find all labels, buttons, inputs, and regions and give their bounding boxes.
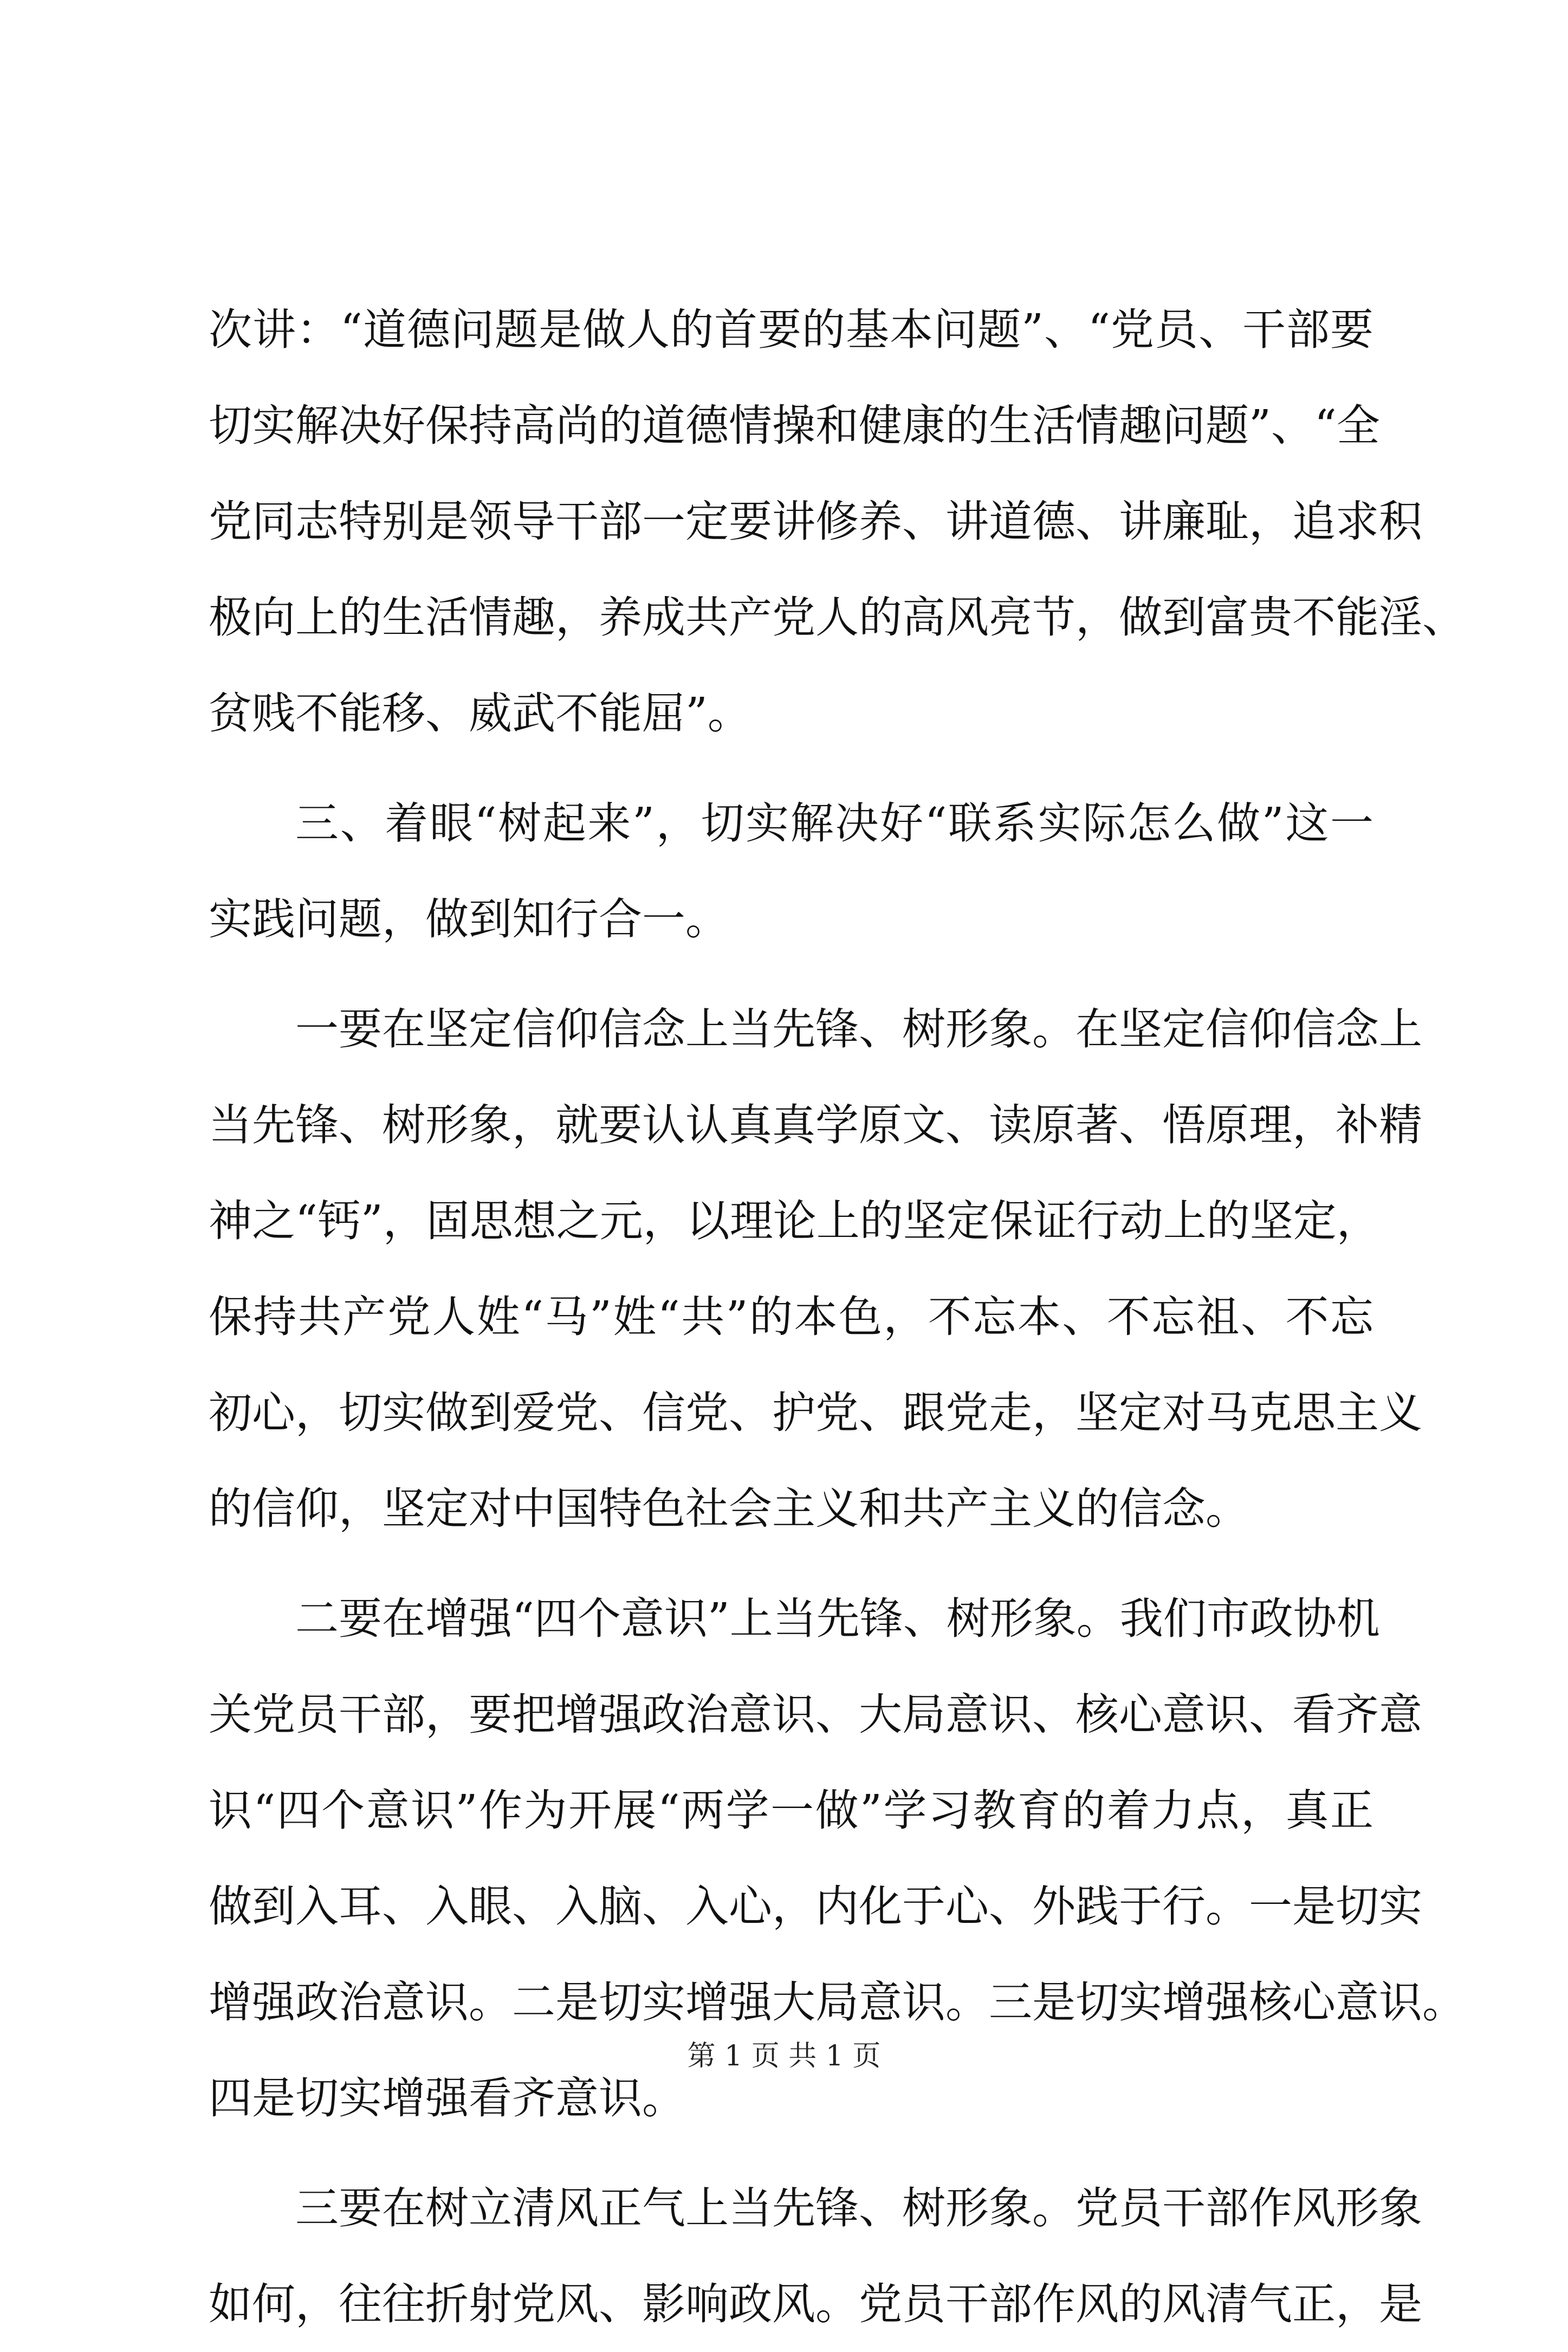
text-line: 当先锋、树形象，就要认认真真学原文、读原著、悟原理，补精 [209, 1100, 1422, 1150]
text-line: 神之“钙”，固思想之元，以理论上的坚定保证行动上的坚定， [209, 1196, 1380, 1246]
text-line: 党同志特别是领导干部一定要讲修养、讲道德、讲廉耻，追求积 [209, 496, 1422, 547]
text-line: 做到入耳、入眼、入脑、入心，内化于心、外践于行。一是切实 [209, 1881, 1422, 1932]
text-line: 增强政治意识。二是切实增强大局意识。三是切实增强核心意识。 [209, 1977, 1466, 2027]
text-line: 切实解决好保持高尚的道德情操和健康的生活情趣问题”、“全 [209, 400, 1380, 451]
text-line: 极向上的生活情趣，养成共产党人的高风亮节，做到富贵不能淫、 [209, 592, 1466, 643]
text-line: 识“四个意识”作为开展“两学一做”学习教育的着力点，真正 [209, 1785, 1373, 1836]
text-line: 二要在增强“四个意识”上当先锋、树形象。我们市政协机 [295, 1593, 1380, 1644]
paragraph-gap [209, 2146, 1373, 2160]
paragraph-gap [209, 967, 1373, 981]
text-line: 次讲：“道德问题是做人的首要的基本问题”、“党员、干部要 [209, 304, 1373, 355]
text-line: 初心，切实做到爱党、信党、护党、跟党走，坚定对马克思主义 [209, 1388, 1422, 1438]
page-footer [0, 2037, 1568, 2075]
text-line: 三要在树立清风正气上当先锋、树形象。党员干部作风形象 [295, 2183, 1422, 2233]
text-line: 一要在坚定信仰信念上当先锋、树形象。在坚定信仰信念上 [295, 1004, 1422, 1054]
paragraph-gap [209, 1557, 1373, 1571]
text-line: 四是切实增强看齐意识。 [209, 2073, 685, 2123]
text-line: 的信仰，坚定对中国特色社会主义和共产主义的信念。 [209, 1483, 1249, 1534]
text-line: 关党员干部，要把增强政治意识、大局意识、核心意识、看齐意 [209, 1689, 1422, 1740]
text-line: 实践问题，做到知行合一。 [209, 894, 729, 944]
text-line: 贫贱不能移、威武不能屈”。 [209, 688, 751, 738]
paragraph-gap [209, 761, 1373, 775]
text-line: 三、着眼“树起来”，切实解决好“联系实际怎么做”这一 [295, 798, 1373, 848]
text-line: 如何，往往折射党风、影响政风。党员干部作风的风清气正，是 [209, 2279, 1422, 2329]
page-number-label: 第 1 页 共 1 页 [687, 2040, 881, 2072]
text-line: 保持共产党人姓“马”姓“共”的本色，不忘本、不忘祖、不忘 [209, 1292, 1373, 1342]
